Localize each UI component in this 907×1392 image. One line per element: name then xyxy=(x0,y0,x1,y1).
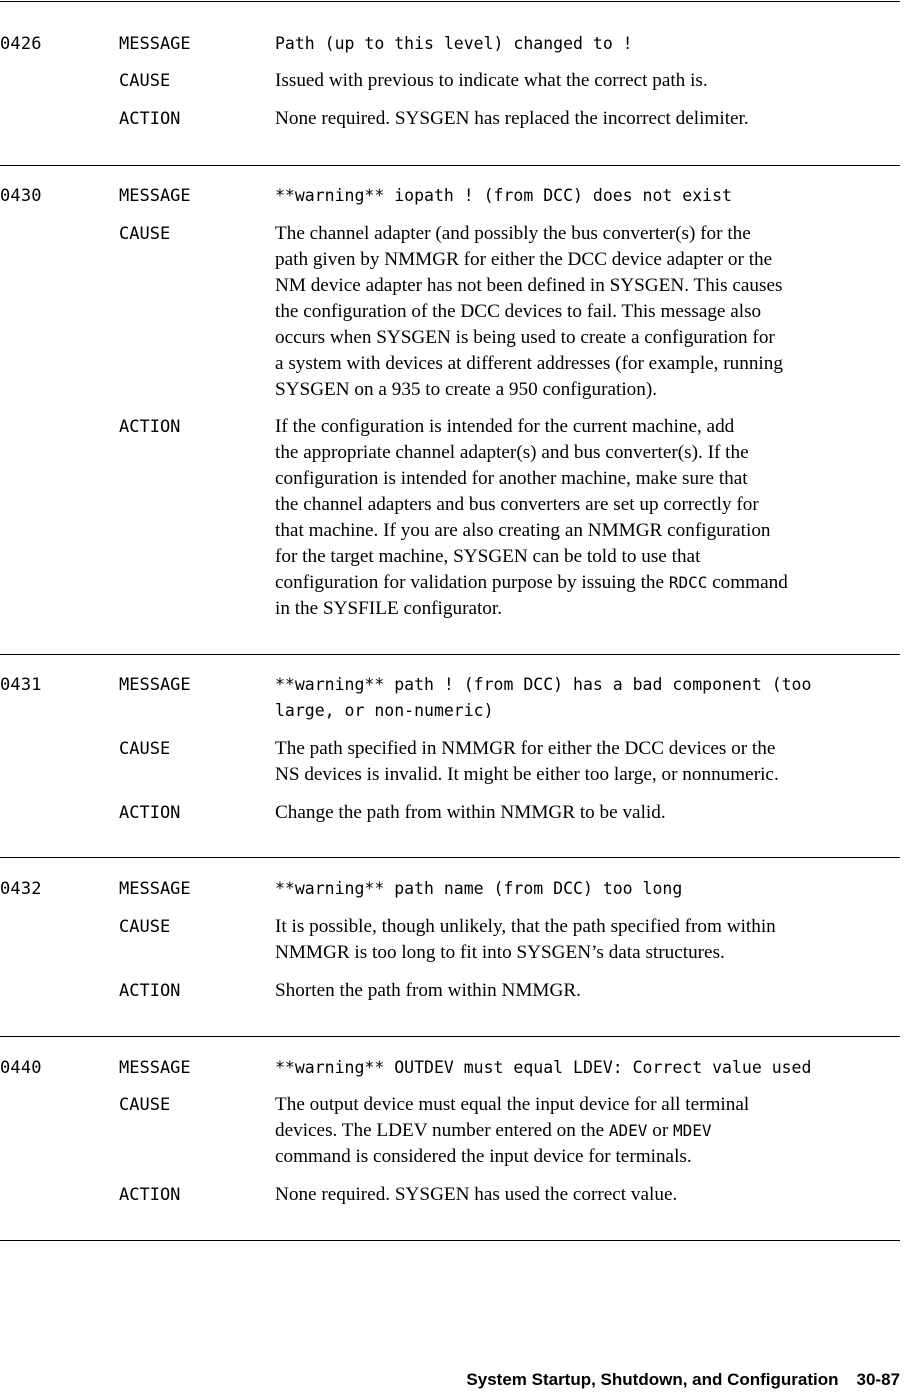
cause-line: It is possible, though unlikely, that the path specified from within xyxy=(275,916,776,937)
action-text-segment: command xyxy=(707,572,788,593)
action-line: the appropriate channel adapter(s) and bus converter(s). If the xyxy=(275,442,749,463)
message-label: MESSAGE xyxy=(119,675,191,695)
cause-text-segment: devices. The LDEV number entered on the xyxy=(275,1120,609,1141)
cause-label: CAUSE xyxy=(119,224,171,244)
cause-label: CAUSE xyxy=(119,739,171,759)
action-label: ACTION xyxy=(119,417,181,437)
cause-text xyxy=(275,736,907,788)
message-number: 0426 xyxy=(0,34,42,54)
message-number: 0440 xyxy=(0,1058,42,1078)
cause-line xyxy=(275,1118,907,1144)
action-label: ACTION xyxy=(119,109,181,129)
divider xyxy=(0,1036,900,1037)
divider xyxy=(0,654,900,655)
message-number: 0431 xyxy=(0,675,42,695)
message-label: MESSAGE xyxy=(119,879,191,899)
cause-label: CAUSE xyxy=(119,917,171,937)
cause-text xyxy=(275,221,907,403)
action-label: ACTION xyxy=(119,981,181,1001)
message-text: **warning** path ! (from DCC) has a bad component (too large, or non-numeric) xyxy=(275,675,812,720)
action-line: If the configuration is intended for the current machine, add xyxy=(275,416,735,437)
message-text: **warning** path name (from DCC) too long xyxy=(275,879,683,898)
cause-line: SYSGEN on a 935 to create a 950 configuration). xyxy=(275,379,658,400)
action-text: Change the path from within NMMGR to be valid. xyxy=(275,802,666,823)
cause-label: CAUSE xyxy=(119,1095,171,1115)
action-line: in the SYSFILE configurator. xyxy=(275,598,503,619)
action-text-segment: configuration for validation purpose by issuing the xyxy=(275,572,669,593)
cause-line: The channel adapter (and possibly the bus converter(s) for the xyxy=(275,223,751,244)
message-text: **warning** OUTDEV must equal LDEV: Correct value used xyxy=(275,1058,812,1077)
rdcc-command: RDCC xyxy=(668,573,708,592)
cause-line: NM device adapter has not been defined in SYSGEN. This causes xyxy=(275,275,783,296)
divider-bottom xyxy=(0,1240,900,1241)
message-label: MESSAGE xyxy=(119,1058,191,1078)
action-line: for the target machine, SYSGEN can be told to use that xyxy=(275,546,701,567)
divider xyxy=(0,857,900,858)
message-number: 0430 xyxy=(0,186,42,206)
adev-command: ADEV xyxy=(608,1121,648,1140)
action-line: that machine. If you are also creating an NMMGR configuration xyxy=(275,520,771,541)
page-footer xyxy=(466,1368,900,1392)
cause-line: The path specified in NMMGR for either the DCC devices or the xyxy=(275,738,776,759)
action-line xyxy=(275,570,907,596)
cause-text-segment: or xyxy=(647,1120,674,1141)
action-text: Shorten the path from within NMMGR. xyxy=(275,980,581,1001)
message-text: Path (up to this level) changed to ! xyxy=(275,34,633,53)
cause-line: occurs when SYSGEN is being used to create a configuration for xyxy=(275,327,775,348)
action-text xyxy=(275,414,907,622)
action-line: configuration is intended for another machine, make sure that xyxy=(275,468,748,489)
divider xyxy=(0,165,900,166)
message-label: MESSAGE xyxy=(119,186,191,206)
cause-line: NS devices is invalid. It might be either too large, or nonnumeric. xyxy=(275,764,779,785)
cause-line: NMMGR is too long to fit into SYSGEN’s data structures. xyxy=(275,942,725,963)
cause-text: Issued with previous to indicate what the correct path is. xyxy=(275,70,708,91)
message-number: 0432 xyxy=(0,879,42,899)
message-text: **warning** iopath ! (from DCC) does not exist xyxy=(275,186,732,205)
cause-line: the configuration of the DCC devices to fail. This message also xyxy=(275,301,762,322)
cause-line: command is considered the input device for terminals. xyxy=(275,1146,692,1167)
mdev-command: MDEV xyxy=(673,1121,712,1140)
action-label: ACTION xyxy=(119,803,181,823)
action-text: None required. SYSGEN has used the correct value. xyxy=(275,1184,678,1205)
cause-text xyxy=(275,1092,907,1170)
cause-text xyxy=(275,914,907,966)
page-number: 30-87 xyxy=(856,1370,900,1389)
cause-line: path given by NMMGR for either the DCC device adapter or the xyxy=(275,249,773,270)
action-line: the channel adapters and bus converters are set up correctly for xyxy=(275,494,759,515)
message-label: MESSAGE xyxy=(119,34,191,54)
footer-title: System Startup, Shutdown, and Configuration xyxy=(466,1370,839,1389)
cause-line: The output device must equal the input device for all terminal xyxy=(275,1094,750,1115)
divider-top xyxy=(0,1,900,2)
cause-line: a system with devices at different addresses (for example, running xyxy=(275,353,783,374)
cause-label: CAUSE xyxy=(119,71,171,91)
action-label: ACTION xyxy=(119,1185,181,1205)
action-text: None required. SYSGEN has replaced the incorrect delimiter. xyxy=(275,108,749,129)
